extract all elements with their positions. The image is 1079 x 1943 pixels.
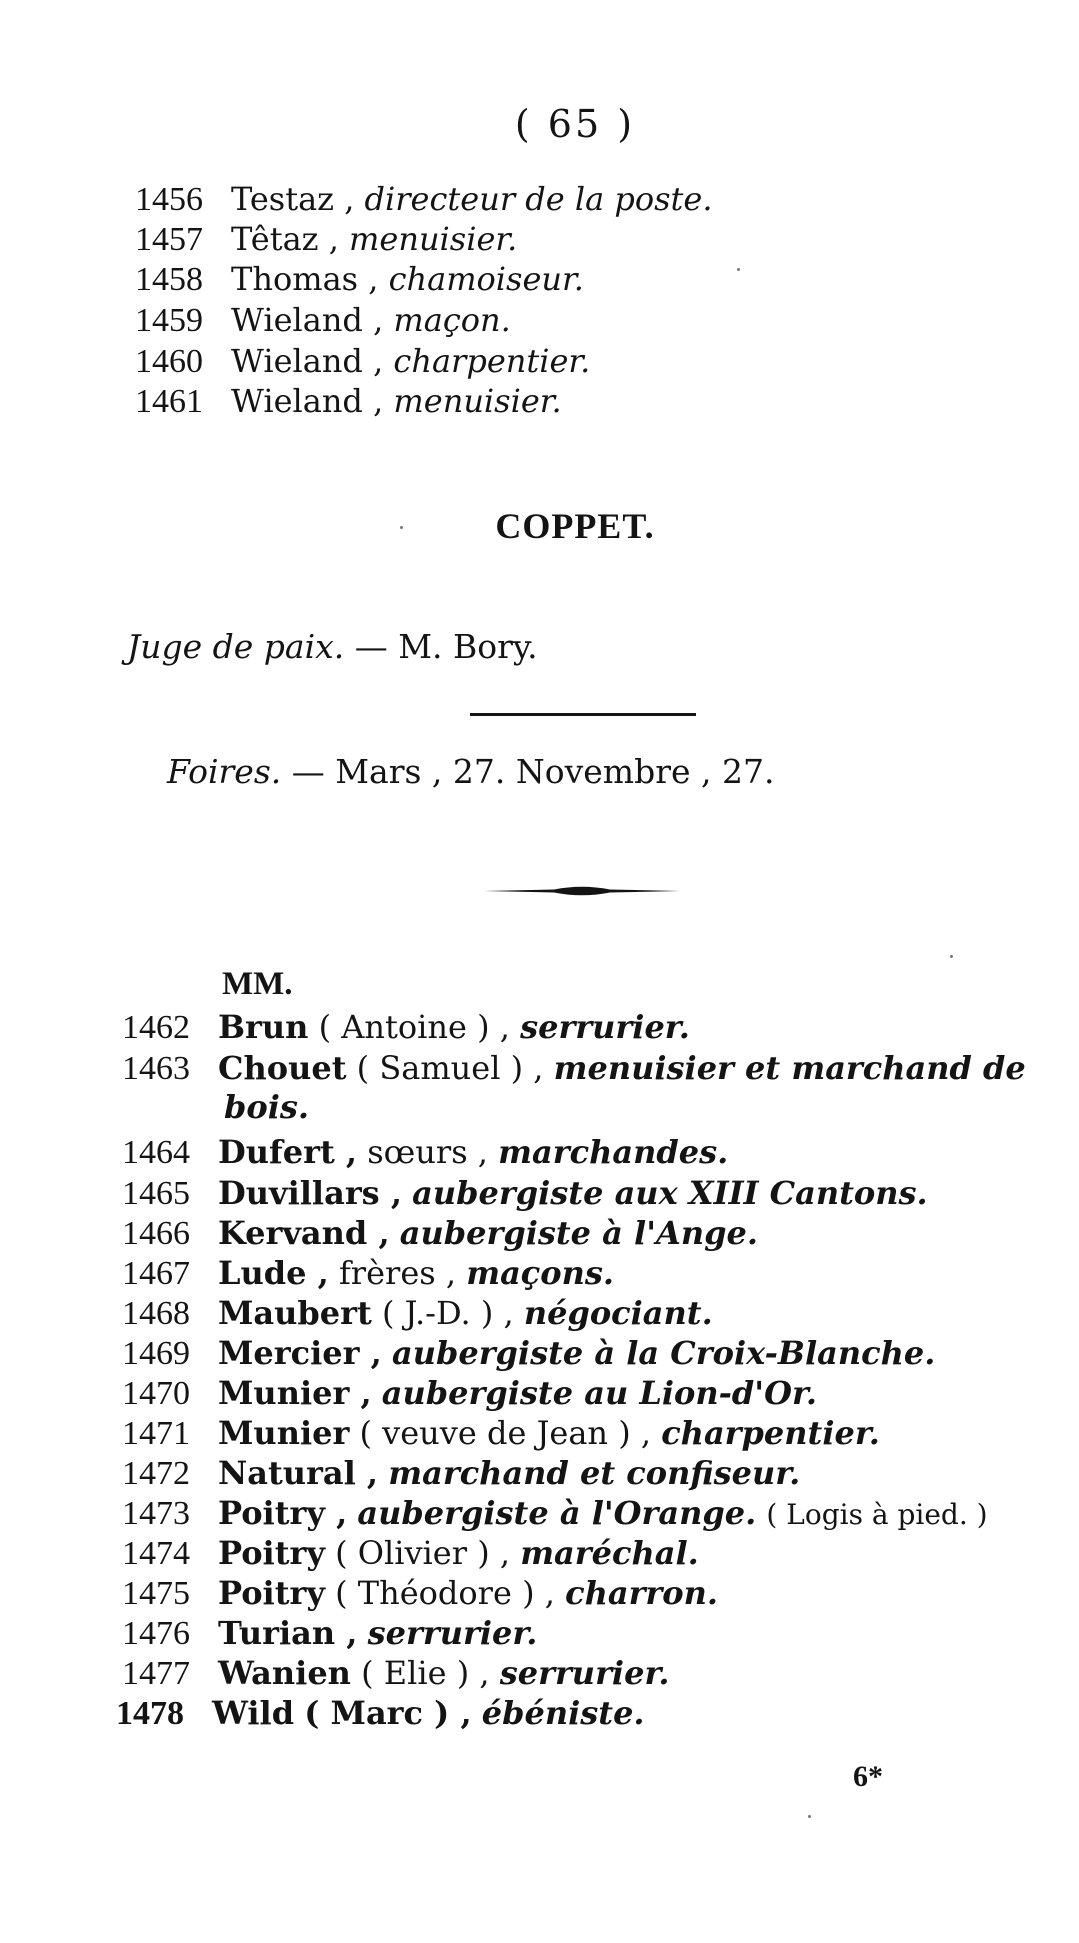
- entry-number: 1463: [122, 1050, 190, 1087]
- list-item: [122, 1533, 699, 1574]
- entry-detail: ( Samuel ) ,: [356, 1049, 544, 1087]
- list-item: [122, 1213, 758, 1254]
- scan-speck: [808, 1815, 811, 1818]
- entry-occupation: serrurier.: [367, 1614, 538, 1652]
- list-item: [122, 1253, 614, 1294]
- entry-number: 1466: [122, 1215, 190, 1252]
- entry-occupation: aubergiste au Lion-d'Or.: [381, 1374, 817, 1412]
- entry-name: Poitry ,: [218, 1494, 348, 1532]
- entry-name: Natural ,: [218, 1454, 379, 1492]
- entry-occupation: charpentier.: [661, 1414, 880, 1452]
- entry-occupation: menuisier et marchand de: [553, 1049, 1026, 1087]
- entry-note: ( Logis à pied. ): [766, 1498, 988, 1531]
- foires-value: Mars , 27. Novembre , 27.: [335, 752, 775, 791]
- entry-name: Wild: [212, 1694, 295, 1732]
- entry-number: 1460: [135, 343, 203, 380]
- entry-occupation: aubergiste à l'Ange.: [399, 1214, 758, 1252]
- entry-name: Poitry: [218, 1574, 325, 1612]
- section-title: COPPET.: [495, 506, 655, 546]
- entry-name: Turian ,: [218, 1614, 358, 1652]
- entry-number: 1467: [122, 1255, 190, 1292]
- list-item: [122, 1453, 800, 1494]
- entry-number: 1469: [122, 1335, 190, 1372]
- list-item: [135, 259, 584, 300]
- entry-occupation: maréchal.: [520, 1534, 699, 1572]
- list-item: [122, 1373, 817, 1414]
- entry-occupation: chamoiseur.: [388, 260, 584, 298]
- mm-heading: MM.: [222, 966, 293, 1002]
- divider: [470, 713, 696, 716]
- signature-mark: 6*: [853, 1760, 883, 1793]
- entry-name: Chouet: [218, 1049, 347, 1087]
- list-item: [122, 1048, 1026, 1089]
- entry-number: 1464: [122, 1134, 190, 1171]
- entry-name: Lude ,: [218, 1254, 329, 1292]
- entry-name: Wieland ,: [231, 342, 384, 380]
- list-item: [122, 1173, 928, 1214]
- list-item: [135, 219, 517, 260]
- entry-detail: ( veuve de Jean ) ,: [359, 1414, 652, 1452]
- entry-number: 1472: [122, 1455, 190, 1492]
- list-item: [122, 1333, 935, 1374]
- ornamental-divider: [484, 884, 680, 898]
- juge-label: Juge de paix.: [127, 627, 345, 666]
- entry-number: 1473: [122, 1495, 190, 1532]
- entry-name: Mercier ,: [218, 1334, 382, 1372]
- list-item: [122, 1132, 728, 1173]
- entry-name: Wieland ,: [231, 301, 384, 339]
- list-item: [122, 1493, 988, 1535]
- entry-number: 1476: [122, 1615, 190, 1652]
- list-item: [116, 1693, 645, 1734]
- list-item: [122, 1653, 670, 1694]
- list-item-continuation: [224, 1087, 309, 1127]
- entry-detail: ( Antoine ) ,: [318, 1008, 510, 1046]
- entry-name: Thomas ,: [231, 260, 379, 298]
- scan-speck: [737, 268, 740, 271]
- juge-dash: —: [354, 627, 388, 666]
- foires-label: Foires.: [167, 752, 282, 791]
- page-number: ( 65 ): [514, 102, 636, 146]
- entry-occupation-continued: bois.: [224, 1088, 310, 1126]
- entry-occupation: menuisier.: [393, 382, 562, 420]
- entry-number: 1468: [122, 1295, 190, 1332]
- list-item: [122, 1293, 713, 1334]
- entry-name: Munier ,: [218, 1374, 372, 1412]
- entry-name: Brun: [218, 1008, 309, 1046]
- entry-number: 1474: [122, 1535, 190, 1572]
- entry-detail: ( Elie ) ,: [361, 1654, 490, 1692]
- entry-detail: sœurs ,: [367, 1133, 488, 1171]
- entry-occupation: marchand et confiseur.: [388, 1454, 801, 1492]
- entry-occupation: charron.: [565, 1574, 719, 1612]
- list-item: [122, 1573, 718, 1614]
- entry-detail: ( J.-D. ) ,: [381, 1294, 514, 1332]
- entry-detail: ( Olivier ) ,: [335, 1534, 511, 1572]
- entry-occupation: serrurier.: [499, 1654, 670, 1692]
- entry-name: Dufert ,: [218, 1133, 358, 1171]
- entry-number: 1478: [116, 1695, 184, 1732]
- entry-occupation: aubergiste aux XIII Cantons.: [412, 1174, 928, 1212]
- foires-dash: —: [291, 752, 325, 791]
- entry-number: 1461: [135, 383, 203, 420]
- entry-number: 1462: [122, 1009, 190, 1046]
- entry-number: 1458: [135, 261, 203, 298]
- entry-number: 1459: [135, 302, 203, 339]
- entry-detail: frères ,: [338, 1254, 457, 1292]
- entry-detail: ( Théodore ) ,: [335, 1574, 555, 1612]
- entry-name: Kervand ,: [218, 1214, 390, 1252]
- list-item: [122, 1007, 690, 1048]
- entry-number: 1471: [122, 1415, 190, 1452]
- entry-occupation: marchandes.: [498, 1133, 729, 1171]
- juge-value: M. Bory.: [398, 627, 538, 666]
- entry-name: Poitry: [218, 1534, 325, 1572]
- entry-occupation: serrurier.: [520, 1008, 690, 1046]
- entry-occupation: aubergiste à l'Orange.: [357, 1494, 757, 1532]
- entry-name: Testaz ,: [231, 180, 355, 218]
- entry-name: Maubert: [218, 1294, 372, 1332]
- list-item: [135, 381, 562, 422]
- entry-number: 1477: [122, 1655, 190, 1692]
- entry-name: Wieland ,: [231, 382, 384, 420]
- entry-occupation: menuisier.: [349, 220, 518, 258]
- list-item: [135, 300, 511, 341]
- entry-name: Wanien: [218, 1654, 351, 1692]
- entry-number: 1465: [122, 1175, 190, 1212]
- list-item: [135, 341, 590, 382]
- entry-name: Munier: [218, 1414, 350, 1452]
- entry-detail: ( Marc ) ,: [304, 1694, 472, 1732]
- entry-number: 1470: [122, 1375, 190, 1412]
- list-item: [122, 1413, 880, 1454]
- entry-occupation: ébéniste.: [481, 1694, 645, 1732]
- juge-line: [127, 627, 538, 666]
- entry-number: 1475: [122, 1575, 190, 1612]
- scan-speck: [950, 955, 953, 958]
- list-item: [122, 1613, 537, 1654]
- list-item: [135, 179, 713, 220]
- scan-speck: [400, 526, 403, 529]
- entry-occupation: maçons.: [466, 1254, 615, 1292]
- entry-name: Duvillars ,: [218, 1174, 402, 1212]
- entry-number: 1457: [135, 221, 203, 258]
- entry-name: Têtaz ,: [231, 220, 339, 258]
- entry-occupation: négociant.: [523, 1294, 713, 1332]
- entry-occupation: aubergiste à la Croix-Blanche.: [391, 1334, 936, 1372]
- entry-occupation: directeur de la poste.: [364, 180, 713, 218]
- entry-number: 1456: [135, 181, 203, 218]
- entry-occupation: maçon.: [393, 301, 511, 339]
- foires-line: [167, 752, 774, 791]
- entry-occupation: charpentier.: [393, 342, 591, 380]
